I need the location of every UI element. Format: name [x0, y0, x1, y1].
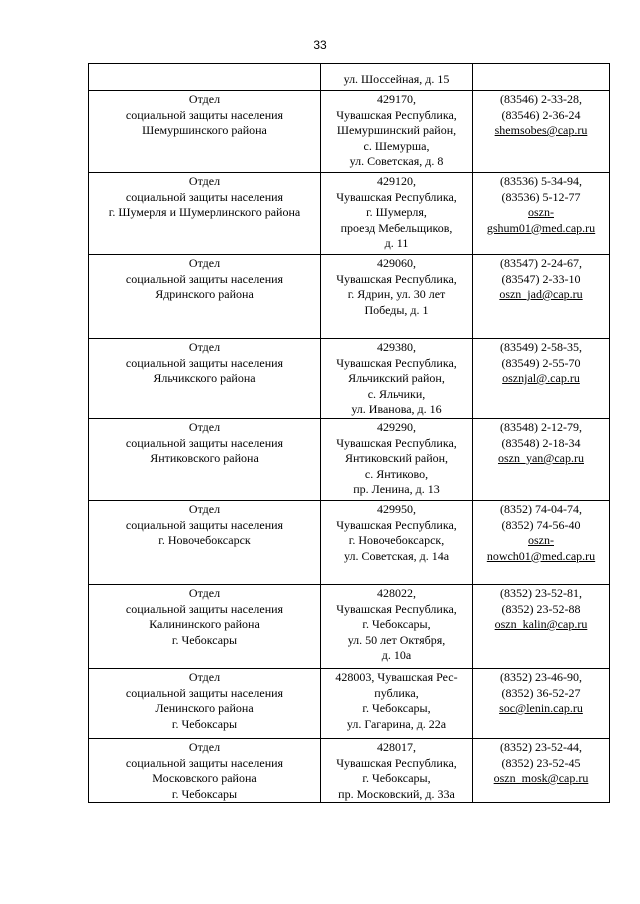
dept-name-line: Янтиковского района	[150, 451, 259, 465]
address-line: Чувашская Республика,	[336, 435, 457, 450]
address-line: 429060,	[377, 256, 416, 270]
dept-cell	[89, 173, 321, 255]
dept-name-line: Ленинского района	[155, 701, 254, 715]
phone-line: (83549) 2-58-35,	[500, 340, 582, 354]
email-link[interactable]: osznjal@.cap.ru	[502, 371, 580, 385]
contacts-cell	[473, 739, 610, 803]
dept-name-line: г. Чебоксары	[171, 786, 238, 801]
dept-cell	[89, 64, 321, 91]
address-line: 428003, Чувашская Рес-	[335, 670, 458, 684]
phone-line: (83536) 5-34-94,	[500, 174, 582, 188]
contacts-cell	[473, 419, 610, 501]
address-line: ул. 50 лет Октября,	[347, 632, 446, 647]
phone-line: (8352) 23-52-88	[501, 601, 581, 616]
dept-name-line: социальной защиты населения	[125, 685, 284, 700]
address-line: ул. Советская, д. 8	[349, 154, 444, 168]
address-line: публика,	[374, 685, 419, 700]
dept-name-line: Отдел	[188, 502, 221, 516]
address-line: д. 10а	[381, 648, 412, 662]
address-line: г. Чебоксары,	[362, 701, 431, 715]
address-line: проезд Мебельщиков,	[340, 220, 453, 235]
dept-cell	[89, 419, 321, 501]
address-line: 429380,	[377, 340, 416, 354]
dept-cell	[89, 669, 321, 739]
table-row-continuation	[89, 64, 610, 91]
address-cell	[321, 255, 473, 339]
dept-cell	[89, 339, 321, 419]
address-cell	[321, 419, 473, 501]
address-line: 429290,	[377, 420, 416, 434]
dept-name-line: социальной защиты населения	[125, 601, 284, 616]
phone-line: (83536) 5-12-77	[501, 189, 581, 204]
address-cell	[321, 501, 473, 585]
phone-line: (8352) 23-52-44,	[500, 740, 582, 754]
table-row	[89, 173, 610, 255]
dept-name-line: социальной защиты населения	[125, 355, 284, 370]
dept-name-line: Отдел	[188, 740, 221, 754]
address-line: Чувашская Республика,	[336, 107, 457, 122]
dept-name-line: Отдел	[188, 174, 221, 188]
contacts-cell	[473, 91, 610, 173]
dept-name-line: Шемуршинского района	[142, 123, 267, 137]
phone-line: (8352) 23-52-45	[501, 755, 581, 770]
dept-name-line: Ядринского района	[155, 287, 254, 301]
address-line: 428017,	[377, 740, 416, 754]
dept-name-line: Отдел	[188, 92, 221, 106]
address-line: г. Ядрин, ул. 30 лет	[347, 287, 446, 301]
phone-line: (83547) 2-33-10	[501, 271, 581, 286]
dept-name-line: г. Новочебоксарск	[158, 533, 251, 547]
dept-cell	[89, 585, 321, 669]
address-line: ул. Советская, д. 14а	[343, 548, 450, 563]
email-link[interactable]: gshum01@med.cap.ru	[486, 220, 596, 235]
dept-name-line: Московского района	[152, 771, 257, 785]
address-line: 429950,	[377, 502, 416, 516]
address-line: д. 11	[384, 236, 409, 250]
phone-line: (83548) 2-18-34	[501, 435, 581, 450]
contacts-table	[88, 63, 610, 803]
email-link[interactable]: nowch01@med.cap.ru	[486, 548, 596, 563]
address-line: с. Янтиково,	[364, 466, 429, 481]
dept-name-line: Отдел	[188, 340, 221, 354]
table-row	[89, 501, 610, 585]
address-line: Чувашская Республика,	[336, 271, 457, 286]
address-line: Чувашская Республика,	[336, 189, 457, 204]
phone-line: (8352) 23-46-90,	[500, 670, 582, 684]
dept-name-line: социальной защиты населения	[125, 517, 284, 532]
address-line: Чувашская Республика,	[336, 517, 457, 532]
dept-cell	[89, 255, 321, 339]
dept-name-line: социальной защиты населения	[125, 435, 284, 450]
email-link[interactable]: oszn-	[528, 205, 554, 219]
table-row	[89, 339, 610, 419]
table-row	[89, 91, 610, 173]
address-line: Шемуршинский район,	[336, 123, 457, 137]
dept-name-line: Калининского района	[149, 617, 260, 631]
address-line: 428022,	[377, 586, 416, 600]
address-line: 429170,	[377, 92, 416, 106]
phone-line: (8352) 74-56-40	[501, 517, 581, 532]
email-link[interactable]: oszn_yan@cap.ru	[497, 451, 585, 465]
phone-line: (83548) 2-12-79,	[500, 420, 582, 434]
address-line: с. Яльчики,	[367, 386, 426, 401]
address-cell	[321, 91, 473, 173]
contacts-cell	[473, 173, 610, 255]
phone-line: (83549) 2-55-70	[501, 355, 581, 370]
address-line: г. Чебоксары,	[362, 771, 431, 785]
address-line: 429120,	[377, 174, 416, 188]
table-row	[89, 739, 610, 803]
table-row	[89, 255, 610, 339]
address-line: Чувашская Республика,	[336, 755, 457, 770]
address-line: Яльчикский район,	[348, 371, 445, 385]
email-link[interactable]: soc@lenin.cap.ru	[499, 701, 583, 715]
address-line: Победы, д. 1	[364, 302, 429, 317]
address-cell	[321, 173, 473, 255]
address-line: пр. Московский, д. 33а	[338, 786, 455, 801]
address-line: ул. Иванова, д. 16	[351, 402, 442, 416]
address-line: с. Шемурша,	[363, 138, 430, 153]
address-cell	[321, 585, 473, 669]
address-cell	[321, 339, 473, 419]
dept-name-line: социальной защиты населения	[125, 189, 284, 204]
dept-name-line: Отдел	[188, 256, 221, 270]
table-row	[89, 419, 610, 501]
phone-line: (83547) 2-24-67,	[500, 256, 582, 270]
contacts-cell	[473, 669, 610, 739]
contacts-cell	[473, 501, 610, 585]
address-line: г. Чебоксары,	[362, 617, 431, 631]
phone-line: (83546) 2-36-24	[501, 107, 581, 122]
dept-name-line: г. Шумерля и Шумерлинского района	[108, 205, 301, 219]
email-link[interactable]: oszn_jad@cap.ru	[499, 287, 583, 301]
dept-name-line: г. Чебоксары	[171, 716, 238, 731]
address-cell	[321, 739, 473, 803]
dept-name-line: Отдел	[188, 586, 221, 600]
address-line: пр. Ленина, д. 13	[353, 482, 440, 496]
address-cell	[321, 64, 473, 91]
table-row	[89, 669, 610, 739]
dept-cell	[89, 91, 321, 173]
dept-name-line: г. Чебоксары	[171, 632, 238, 647]
dept-name-line: Отдел	[188, 420, 221, 434]
dept-name-line: социальной защиты населения	[125, 107, 284, 122]
dept-cell	[89, 501, 321, 585]
address-line: ул. Шоссейная, д. 15	[343, 72, 450, 86]
contacts-cell	[473, 339, 610, 419]
dept-name-line: Отдел	[188, 670, 221, 684]
phone-line: (8352) 74-04-74,	[500, 502, 582, 516]
phone-line: (8352) 23-52-81,	[500, 586, 582, 600]
email-link[interactable]: oszn-	[528, 533, 554, 547]
phone-line: (8352) 36-52-27	[501, 685, 581, 700]
contacts-cell	[473, 64, 610, 91]
address-line: Чувашская Республика,	[336, 601, 457, 616]
address-line: ул. Гагарина, д. 22а	[346, 716, 447, 731]
address-line: г. Новочебоксарск,	[348, 533, 445, 547]
dept-name-line: Яльчикского района	[153, 371, 256, 385]
email-link[interactable]: shemsobes@cap.ru	[494, 123, 588, 137]
contacts-cell	[473, 585, 610, 669]
contacts-cell	[473, 255, 610, 339]
table-row	[89, 585, 610, 669]
dept-name-line: социальной защиты населения	[125, 755, 284, 770]
address-line: Чувашская Республика,	[336, 355, 457, 370]
address-line: Янтиковский район,	[344, 451, 449, 465]
contacts-table-body	[89, 64, 610, 803]
email-link[interactable]: oszn_mosk@cap.ru	[493, 771, 589, 785]
page-number: 33	[313, 38, 327, 52]
dept-cell	[89, 739, 321, 803]
dept-name-line: социальной защиты населения	[125, 271, 284, 286]
address-cell	[321, 669, 473, 739]
phone-line: (83546) 2-33-28,	[500, 92, 582, 106]
email-link[interactable]: oszn_kalin@cap.ru	[494, 617, 588, 631]
address-line: г. Шумерля,	[366, 205, 427, 219]
